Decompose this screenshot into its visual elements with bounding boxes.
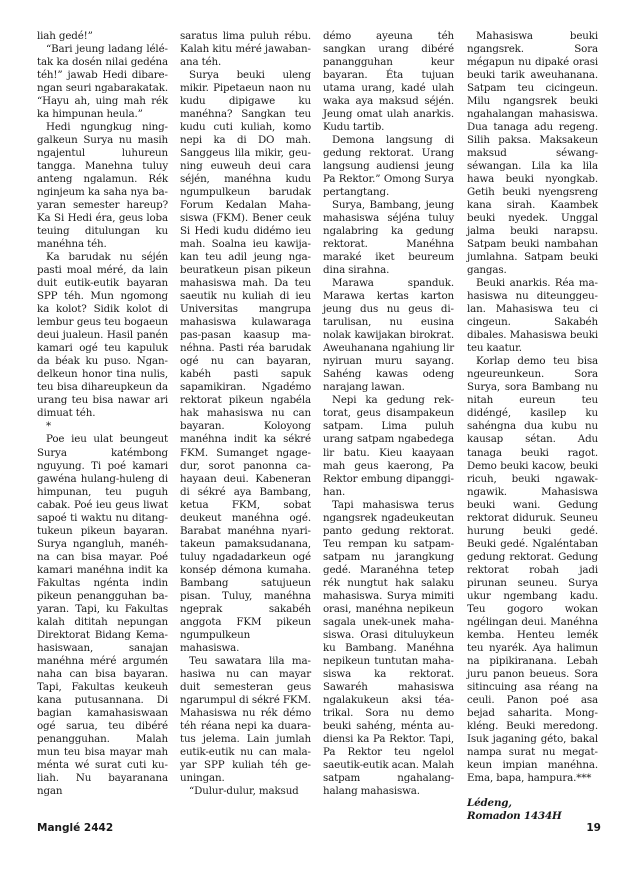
paragraph: Ka barudak nu séjén pasti moal méré, da lain duit eutik-eutik bayaran SPP téh. Mun ngomong ka kolot? Sidik kolot di lembur geus teu bogaeun deui jualeun. Hasil panén kamari ogé teu kapuluk da béak ku puso. Ngandelkeun honor tina nulis, teu bisa dihareupkeun da urang teu bisa nawar ari dimuat téh. xyxy=(37,251,168,420)
paragraph: Tapi mahasiswa terus ngangsrek ngadeukeutan panto gedung rektorat. Teu rempan ku satpam-satpam nu jarangkung gedé. Maranéhna tetep rék nungtut hak salaku mahasiswa. Surya mimiti orasi, manéhna nepikeun sagala unek-unek mahasiswa. Orasi dituluykeun ku Bambang. Manéhna nepikeun tuntutan mahasiswa ka rektorat. Sawaréh mahasiswa ngalakukeun aksi téatrikal. Sora nu demo beuki sahéng, ménta audiensi ka Pa Rektor. Tapi, Pa Rektor teu ngelol saeutik-eutik acan. Malah satpam ngahalang-halang mahasiswa. xyxy=(323,498,455,797)
paragraph: Teu sawatara lila mahasiwa nu can mayar duit semesteran geus ngarumpul di sékré FKM. Mahasiswa nu rék démo téh réana nepi ka duaratus jelema. Lain jumlah eutik-eutik nu can malayar SPP kuliah téh geuningan. xyxy=(180,654,311,784)
page-number: 19 xyxy=(586,822,601,834)
paragraph: Beuki anarkis. Réa mahasiswa nu diteunggeulan. Mahasiswa teu ci cingeun. Sakabéh dibales. Mahasiswa beuki teu kaatur. xyxy=(467,277,598,355)
paragraph: Demona langsung di gedung rektorat. Urang langsung audiensi jeung Pa Rektor.” Omong Surya pertangtang. xyxy=(323,134,454,199)
paragraph: “Bari jeung ladang lélétak ka dosén nilai gedéna téh!” jawab Hedi dibarengan seuri ngabarakatak. “Hayu ah, uing mah rék ka himpunan heula.” xyxy=(37,43,168,121)
paragraph: “Dulur-dulur, maksud xyxy=(189,784,299,797)
magazine-issue: Manglé 2442 xyxy=(37,822,114,834)
article-column-4-body xyxy=(467,30,598,785)
paragraph: liah gedé!” xyxy=(37,30,93,42)
paragraph: Nepi ka gedung rektorat, geus disampakeun satpam. Lima puluh urang satpam ngabedega lir batu. Kieu kaayaan mah geus kaerong, Pa Rektor embung dipanggihan. xyxy=(323,394,454,498)
paragraph: * xyxy=(46,420,51,433)
signature-place: Lédeng, xyxy=(467,796,512,809)
paragraph: Surya beuki uleng mikir. Pipetaeun naon nu kudu dipigawe ku manéhna? Sangkan teu kudu cuti kuliah, komo nepi ka di DO mah. Sanggeus lila mikir, geuning euweuh deui cara séjén, manéhna kudu ngumpulkeun barudak Forum Kedalan Mahasiswa (FKM). Bener ceuk Si Hedi kudu didémo ieu mah. Soalna ieu kawijakan teu adil jeung ngabeuratkeun pisan pikeun mahasiswa mah. Da teu saeutik nu kuliah di ieu Universitas mangrupa mahasiswa kulawaraga pas-pasan kaasup manéhna. Pasti réa barudak ogé nu can bayaran, kabéh pasti sapuk sapamikiran. Ngadémo rektorat pikeun ngabéla hak mahasiswa nu can bayaran. Koloyong manéhna indit ka sékré FKM. Sumanget ngagedur, sorot panonna cahayaan deui. Kabeneran di sékré aya Bambang, ketua FKM, sobat deukeut manéhna ogé. Barabat manéhna nyaritakeun pamaksudanana, tuluy ngadadarkeun ogé konsép démona kumaha. Bambang satujueun pisan. Tuluy, manéhna ngeprak sakabéh anggota FKM pikeun ngumpulkeun mahasiswa. xyxy=(180,69,311,654)
paragraph: démo ayeuna téh sangkan urang dibéré panangguhan keur bayaran. Éta tujuan utama urang, kadé ulah waka aya maksud séjén. Jeung omat ulah anarkis. Kudu tartib. xyxy=(323,30,454,134)
paragraph: Hedi ngungkug ninggalkeun Surya nu masih ngajentul luhureun tangga. Manehna tuluy anteng ngalamun. Rék nginjeum ka saha nya bayaran semester hareup? Ka Si Hedi éra, geus loba teuing ditulungan ku manéhna téh. xyxy=(37,121,168,251)
signature-date: Romadon 1434H xyxy=(467,809,562,822)
paragraph: Mahasiswa beuki ngangsrek. Sora mégapun nu dipaké orasi beuki tarik aweuhanana. Satpam teu cicingeun. Milu ngangsrek beuki ngahalangan mahasiswa. Dua tanaga adu regeng. Silih paksa. Maksakeun maksud séwang-séwangan. Lila ka lila hawa beuki nyongkab. Getih beuki nyengsreng kana sirah. Kaambek beuki nyedek. Unggal jalma beuki narapsu. Satpam beuki nambahan jumlahna. Satpam beuki gangas. xyxy=(467,30,598,277)
article-column-4 xyxy=(467,30,598,823)
paragraph: saratus lima puluh rébu. Kalah kitu méré jawabanana téh. xyxy=(180,30,311,69)
paragraph: Marawa spanduk. Marawa kertas karton jeung dus nu geus ditarulisan, nu eusina nolak kawijakan birokrat. Aweuhanana ngahiung lir nyiruan muru sayang. Sahéng kawas odeng narajang lawan. xyxy=(323,277,454,394)
article-column-2 xyxy=(180,30,311,798)
article-column-1 xyxy=(37,30,168,798)
paragraph: Surya, Bambang, jeung mahasiswa séjéna tuluy ngalabring ka gedung rektorat. Manéhna maraké iket beureum dina sirahna. xyxy=(323,199,454,277)
article-column-3 xyxy=(323,30,454,798)
paragraph: Korlap demo teu bisa ngeureunkeun. Sora Surya, sora Bambang nu nitah eureun teu didéngé, kasilep ku sahéngna dua kubu nu kausap sétan. Adu tanaga beuki ragot. Demo beuki kacow, beuki ricuh, beuki ngawakngawik. Mahasiswa beuki wani. Gedung rektorat diduruk. Seuneu hurung beuki gedé. Beuki gedé. Ngaléntaban gedung rektorat. Gedung rektorat robah jadi pirunan seuneu. Surya ukur ngembang kadu. Teu gogoro wokan ngélingan deui. Manéhna kemba. Henteu lemék teu nyarék. Aya halimun na pipikiranana. Lebah juru panon beueus. Sora sitincuing asa réang na ceuli. Panon poé asa bejad saharita. Mongkléng. Beuki meredong. Isuk jaganing géto, bakal nampa surat nu megatkeun impian manéhna. Ema, bapa, hampura.*** xyxy=(467,355,598,784)
paragraph: Poe ieu ulat beungeut Surya katémbong nguyung. Ti poé kamari gawéna hulang-huleng di himpunan, teu puguh cabak. Poé ieu geus liwat sapoé ti waktu nu ditangtukeun pikeun bayaran. Surya ngangluh, manéhna can bisa mayar. Poé kamari manéhna indit ka Fakultas ngénta indin pikeun penangguhan bayaran. Tapi, ku Fakultas kalah dititah nepungan Direktorat Bidang Kemahasiswaan, sanajan manéhna méré argumén naha can bisa bayaran. Tapi, Fakultas keukeuh kana putusannana. Di bagian kamahasiswaan ogé sarua, teu dibéré penangguhan. Malah mun teu bisa mayar mah ménta wé surat cuti kuliah. Nu bayaranana ngan xyxy=(37,433,168,797)
